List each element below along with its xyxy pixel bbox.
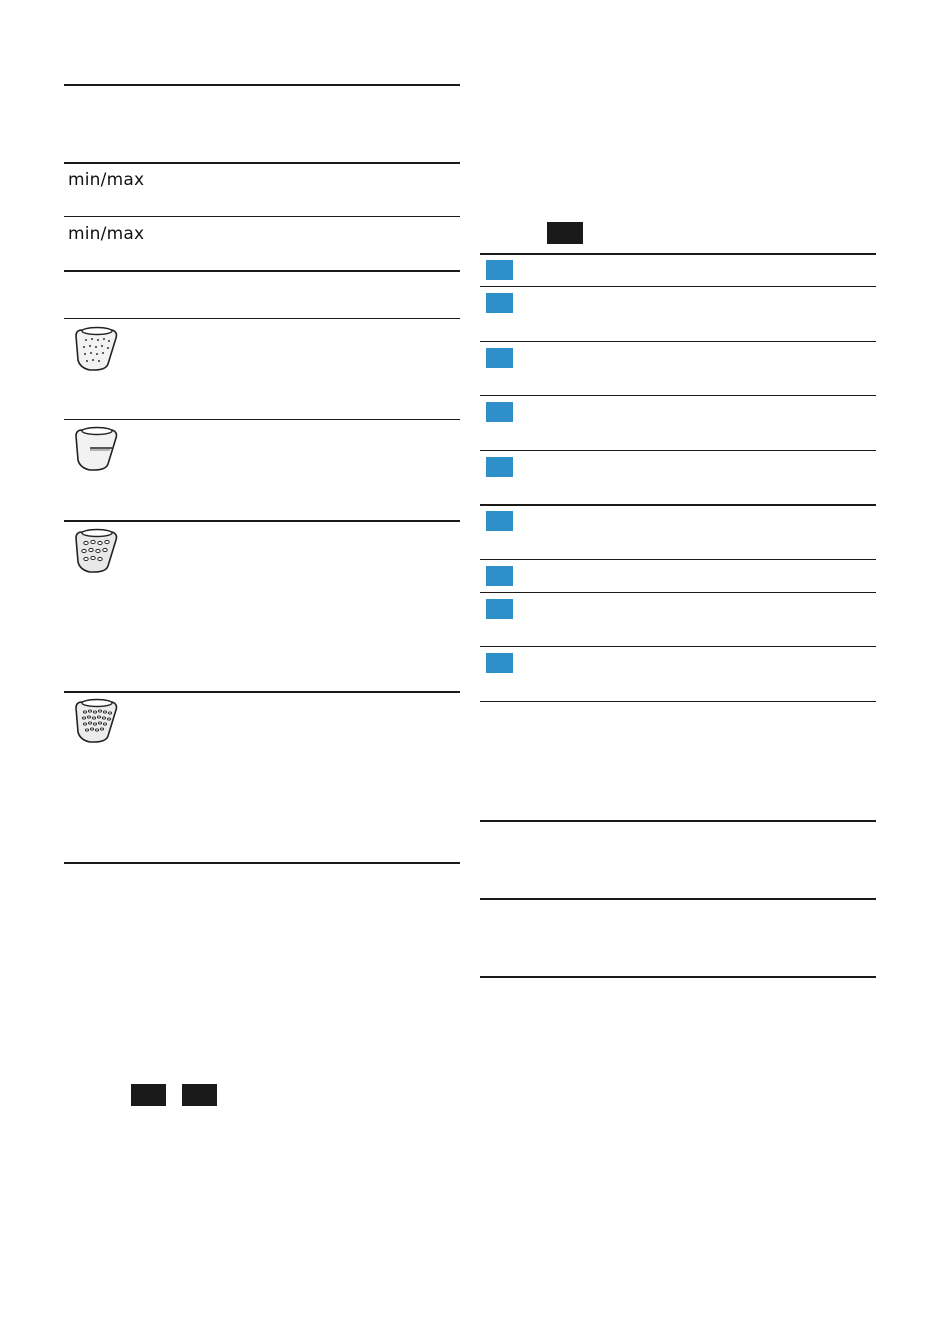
black-marker [547, 222, 583, 244]
table-rule [480, 701, 876, 702]
table-rule [64, 520, 460, 522]
part-marker [486, 599, 513, 619]
black-marker [182, 1084, 217, 1106]
minmax-label: min/max [68, 224, 145, 244]
table-rule [64, 318, 460, 319]
part-marker [486, 566, 513, 586]
table-rule [480, 395, 876, 396]
table-rule [64, 84, 460, 86]
part-marker [486, 348, 513, 368]
part-marker [486, 402, 513, 422]
part-marker [486, 293, 513, 313]
table-rule [480, 341, 876, 342]
table-rule [480, 253, 876, 255]
medium-grating-disc-icon [68, 694, 132, 752]
table-rule [64, 419, 460, 420]
part-marker [486, 653, 513, 673]
table-rule [64, 862, 460, 864]
table-rule [480, 646, 876, 647]
table-rule [480, 820, 876, 822]
table-rule [480, 898, 876, 900]
coarse-grating-disc-icon [68, 524, 132, 582]
table-rule [480, 450, 876, 451]
table-rule [64, 162, 460, 164]
minmax-label: min/max [68, 170, 145, 190]
part-marker [486, 260, 513, 280]
table-rule [480, 976, 876, 978]
part-marker [486, 457, 513, 477]
table-rule [480, 286, 876, 287]
black-marker [131, 1084, 166, 1106]
table-rule [480, 504, 876, 506]
part-marker [486, 511, 513, 531]
table-rule [64, 270, 460, 272]
table-rule [480, 559, 876, 560]
fine-grating-disc-icon [68, 322, 132, 380]
shredding-disc-icon [68, 424, 132, 482]
table-rule [64, 691, 460, 693]
table-rule [480, 592, 876, 593]
table-rule [64, 216, 460, 217]
